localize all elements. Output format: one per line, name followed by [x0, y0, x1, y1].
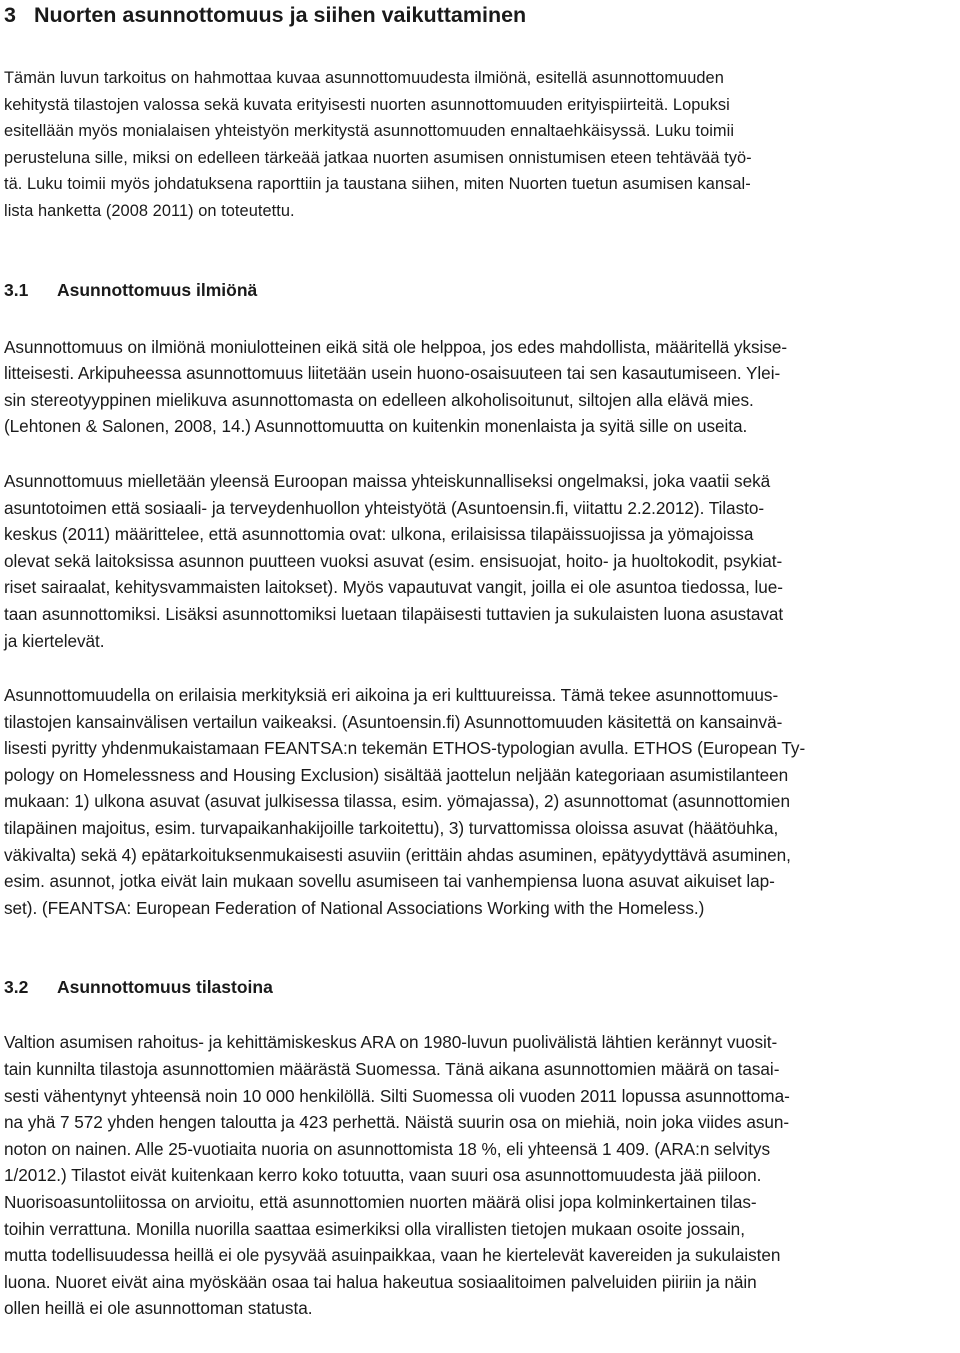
section-number: 3.2 [4, 977, 29, 998]
text-line: sesti vähentynyt yhteensä noin 10 000 henkilöllä. Silti Suomessa oli vuoden 2011 lopussa asunnottoma- [4, 1085, 790, 1106]
document-page [4, 0, 952, 1322]
text-line: riset sairaalat, kehitysvammaisten laitokset). Myös vapautuvat vangit, joilla ei ole asuntoa tiedossa, lue- [4, 577, 783, 598]
text-line: asuntotoimen että sosiaali- ja terveydenhuollon yhteistyötä (Asuntoensin.fi, viitattu 2.2.2012). Tilasto- [4, 497, 765, 518]
section-title-text: Asunnottomuus ilmiönä [57, 279, 258, 300]
text-line: väkivalta) sekä 4) epätarkoituksenmukaisesti asuviin (erittäin ahdas asuminen, epätyydyttävä asuminen, [4, 844, 791, 865]
text-line: kehitystä tilastojen valossa sekä kuvata erityisesti nuorten asunnottomuuden erityispiirteitä. Lopuksi [4, 95, 730, 114]
text-line: esim. asunnot, jotka eivät lain mukaan sovellu asumiseen tai vanhempiensa luona asuvat aikuiset lap- [4, 871, 775, 892]
text-line: Asunnottomuudella on erilaisia merkityksiä eri aikoina ja eri kulttuureissa. Tämä tekee asunnottomuus- [4, 685, 779, 706]
text-line: na yhä 7 572 yhden hengen taloutta ja 423 perhettä. Näistä suurin osa on miehiä, noin joka viides asun- [4, 1112, 790, 1133]
section-heading-3-1 [4, 278, 952, 302]
text-line: noton on nainen. Alle 25-vuotiaita nuoria on asunnottomista 18 %, eli yhteensä 1 409. (ARA:n selvitys [4, 1138, 771, 1159]
text-line: toihin verrattuna. Monilla nuorilla saattaa esimerkiksi olla virallisten tietojen mukaan osoite jossain, [4, 1218, 745, 1239]
chapter-number: 3 [4, 3, 16, 27]
text-line: mutta todellisuudessa heillä ei ole pysyvää asuinpaikkaa, vaan he kiertelevät kavereiden ja sukulaisten [4, 1245, 781, 1266]
text-line: set). (FEANTSA: European Federation of National Associations Working with the Homeless.) [4, 897, 705, 918]
chapter-title-text: Nuorten asunnottomuus ja siihen vaikuttaminen [34, 3, 527, 27]
text-line: olevat sekä laitoksissa asunnon puutteen vuoksi asuvat (esim. ensisuojat, hoito- ja huoltokodit, psykiat- [4, 550, 783, 571]
paragraph [4, 334, 952, 440]
section-title-text: Asunnottomuus tilastoina [57, 977, 273, 998]
text-line: sin stereotyyppinen mielikuva asunnottomasta on edelleen alkoholisoitunut, siltojen alla elävä mies. [4, 389, 754, 410]
text-line: Nuorisoasuntoliitossa on arvioitu, että asunnottomien nuorten määrä olisi jopa kolminkertainen tilas- [4, 1192, 757, 1212]
text-line: 1/2012.) Tilastot eivät kuitenkaan kerro koko totuutta, vaan suuri osa asunnottomuudesta jää piiloon. [4, 1165, 762, 1186]
text-line: Tämän luvun tarkoitus on hahmottaa kuvaa asunnottomuudesta ilmiönä, esitellä asunnottomuuden [4, 69, 724, 87]
text-line: keskus (2011) määrittelee, että asunnottomia ovat: ulkona, erilaisissa tilapäissuojissa ja yömajoissa [4, 524, 754, 545]
section-heading-3-2 [4, 975, 952, 999]
text-line: perusteluna sille, miksi on edelleen tärkeää jatkaa nuorten asumisen onnistumisen eteen tehtävää työ- [4, 148, 752, 167]
text-line: (Lehtonen & Salonen, 2008, 14.) Asunnottomuutta on kuitenkin monenlaista ja syitä sille on useita. [4, 416, 748, 437]
text-line: mukaan: 1) ulkona asuvat (asuvat julkisessa tilassa, esim. yömajassa), 2) asunnottomat (asunnottomien [4, 791, 790, 812]
text-line: Asunnottomuus on ilmiönä moniulotteinen eikä sitä ole helppoa, jos edes mahdollista, määritellä yksise- [4, 336, 788, 357]
text-line: tä. Luku toimii myös johdatuksena raporttiin ja taustana siihen, miten Nuorten tuetun asumisen kansal- [4, 175, 751, 194]
text-line: tilapäinen majoitus, esim. turvapaikanhakijoille tarkoitettu), 3) turvattomissa oloissa asuvat (häätöuhka, [4, 818, 779, 839]
text-line: lisesti pyritty yhdenmukaistamaan FEANTSA:n tekemän ETHOS-typologian avulla. ETHOS (European Ty- [4, 738, 806, 759]
text-line: lista hanketta (2008 2011) on toteutettu. [4, 201, 295, 220]
chapter-title [4, 1, 952, 28]
text-line: taan asunnottomiksi. Lisäksi asunnottomiksi luetaan tilapäisesti tuttavien ja sukulaisten luona asustavat [4, 603, 784, 624]
text-line: Asunnottomuus mielletään yleensä Euroopan maissa yhteiskunnalliseksi ongelmaksi, joka vaatii sekä [4, 470, 771, 491]
intro-paragraph [4, 65, 952, 225]
section-number: 3.1 [4, 279, 29, 300]
text-line: litteisesti. Arkipuheessa asunnottomuus liitetään usein huono-osaisuuteen tai sen kasautumiseen. Ylei- [4, 363, 781, 384]
text-line: tain kunnilta tilastoja asunnottomien määrästä Suomessa. Tänä aikana asunnottomien määrä on tasai- [4, 1059, 780, 1080]
text-line: tilastojen kansainvälisen vertailun vaikeaksi. (Asuntoensin.fi) Asunnottomuuden käsitettä on kansainvä- [4, 711, 783, 732]
text-line: luona. Nuoret eivät aina myöskään osaa tai halua hakeutua sosiaalitoimen palveluiden piiriin ja näin [4, 1271, 757, 1292]
text-line: ollen heillä ei ole asunnottoman statusta. [4, 1298, 313, 1319]
paragraph [4, 468, 952, 654]
text-line: ja kiertelevät. [4, 630, 105, 651]
text-line: pology on Homelessness and Housing Exclusion) sisältää jaottelun neljään kategoriaan asumistilanteen [4, 764, 789, 785]
paragraph [4, 1029, 952, 1322]
paragraph [4, 682, 952, 921]
text-line: esitellään myös monialaisen yhteistyön merkitystä asunnottomuuden ennaltaehkäisyssä. Luku toimii [4, 122, 735, 141]
text-line: Valtion asumisen rahoitus- ja kehittämiskeskus ARA on 1980-luvun puolivälistä lähtien kerännyt vuosit- [4, 1032, 778, 1053]
